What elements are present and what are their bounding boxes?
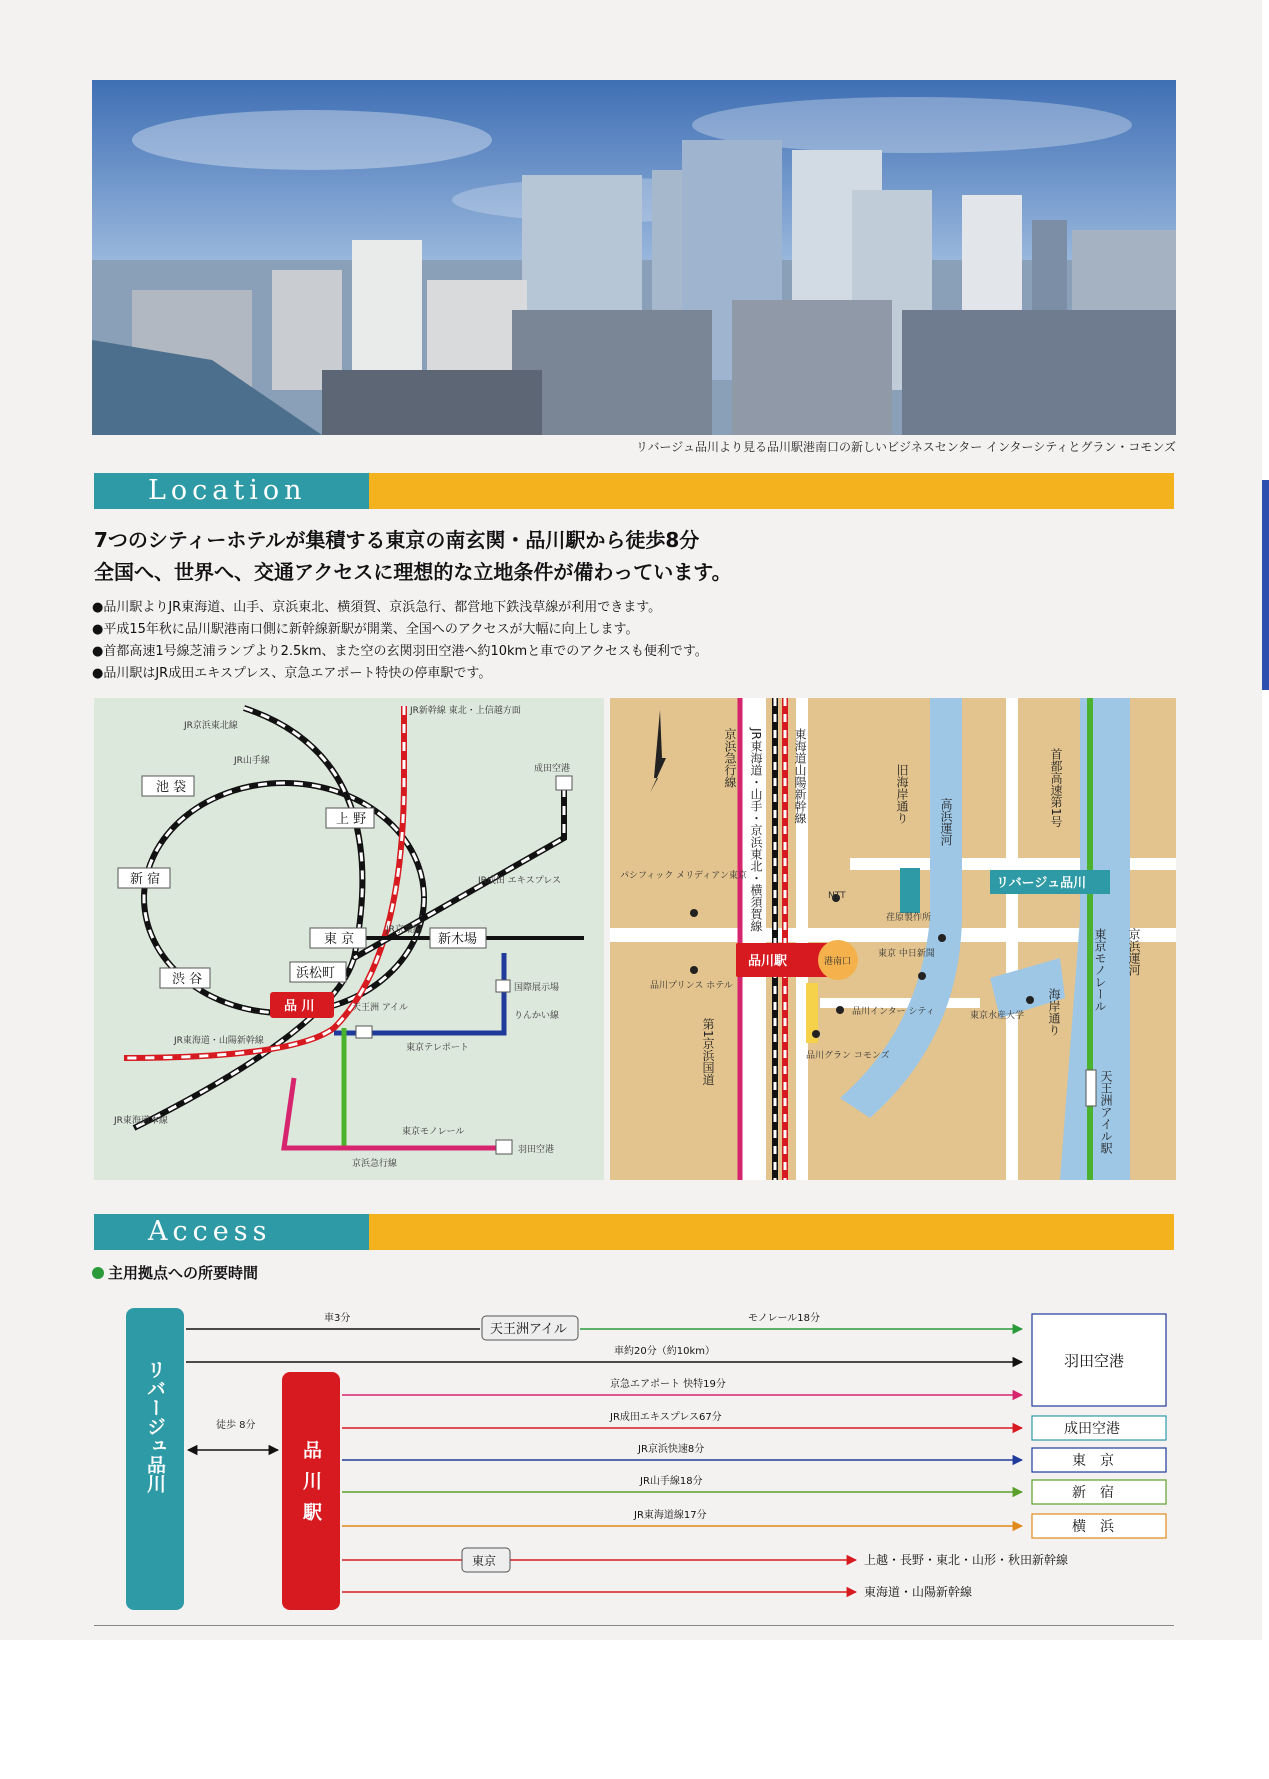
station-shinagawa: 品 川 xyxy=(284,999,315,1014)
route-keikyu: 京急エアポート 快特19分 xyxy=(610,1379,726,1390)
location-heading: Location xyxy=(148,475,307,506)
area-shuto: 首都高速第1号 xyxy=(1049,748,1063,828)
skyline-photo xyxy=(92,80,1176,435)
location-lead-2: 全国へ、世界へ、交通アクセスに理想的な立地条件が備わっています。 xyxy=(94,560,732,584)
line-keiyo: JR京葉線 xyxy=(386,925,422,935)
line-keikyu: 京浜急行線 xyxy=(352,1159,398,1169)
line-tokyo-teleport: 東京テレポート xyxy=(406,1043,469,1053)
area-ntt: NTT xyxy=(828,891,846,901)
area-riverge: リバージュ品川 xyxy=(996,876,1087,891)
line-keihin-tohoku: JR京浜東北線 xyxy=(184,721,238,731)
page-edge-tab xyxy=(1262,480,1269,690)
route-map xyxy=(94,698,604,1180)
station-narita: 成田空港 xyxy=(534,764,571,774)
area-takahama: 高浜運河 xyxy=(939,798,953,846)
area-tennozu: 天王洲アイル駅 xyxy=(1099,1070,1113,1154)
line-narita-express: JR成田 エキスプレス xyxy=(478,876,561,886)
dest-narita: 成田空港 xyxy=(1064,1421,1120,1437)
dest-joetsu: 上越・長野・東北・山形・秋田新幹線 xyxy=(864,1553,1069,1567)
location-lead-1: 7つのシティーホテルが集積する東京の南玄関・品川駅から徒歩8分 xyxy=(94,528,700,552)
access-hotel: リバージュ品川 xyxy=(144,1360,166,1493)
area-shinkansen: 東海道山陽新幹線 xyxy=(793,728,807,824)
area-konan-exit: 港南口 xyxy=(824,957,852,967)
area-intercity: 品川インター シティ xyxy=(852,1007,935,1017)
access-diagram xyxy=(94,1300,1174,1620)
location-bullet: ●首都高速1号線芝浦ランプより2.5km、また空の玄関羽田空港へ約10kmと車でのアクセスも便利です。 xyxy=(92,644,708,659)
route-via-tokyo: 東京 xyxy=(472,1554,497,1568)
route-tokaido: JR東海道線17分 xyxy=(634,1510,707,1521)
access-walk-text: 徒歩 8分 xyxy=(216,1420,256,1431)
access-walk xyxy=(216,1418,256,1431)
area-chunichi: 東京 中日新聞 xyxy=(878,949,935,959)
station-hamamatsucho: 浜松町 xyxy=(296,966,336,981)
access-subheading-text: 主用拠点への所要時間 xyxy=(108,1264,259,1282)
photo-caption: リバージュ品川より見る品川駅港南口の新しいビジネスセンター インターシティとグラン・コモンズ xyxy=(635,440,1176,454)
area-daiichi: 第1京浜国道 xyxy=(701,1018,715,1086)
station-ueno: 上 野 xyxy=(336,812,367,827)
line-tokaido: JR東海道本線 xyxy=(114,1116,168,1126)
access-station: 品川駅 xyxy=(300,1440,322,1533)
area-ebara: 荏原製作所 xyxy=(886,913,932,923)
area-suisan: 東京水産大学 xyxy=(970,1011,1025,1021)
location-bullet: ●品川駅はJR成田エキスプレス、京急エアポート特快の停車駅です。 xyxy=(92,666,492,681)
area-keikyu: 京浜急行線 xyxy=(723,728,737,788)
green-dot-icon xyxy=(92,1267,104,1279)
station-shinjuku: 新 宿 xyxy=(130,872,161,887)
dest-tokyo: 東 京 xyxy=(1072,1453,1114,1469)
route-via-tennozu: 天王洲アイル xyxy=(490,1322,567,1337)
line-shinkansen: JR新幹線 東北・上信越方面 xyxy=(410,706,521,716)
area-old-kaigan: 旧海岸通り xyxy=(895,764,909,824)
access-heading: Access xyxy=(148,1216,272,1247)
location-header xyxy=(94,473,1174,509)
dest-shinjuku: 新 宿 xyxy=(1072,1485,1114,1501)
line-yamanote: JR山手線 xyxy=(234,756,270,766)
route-car-3: 車3分 xyxy=(324,1313,351,1324)
station-shinkiba: 新木場 xyxy=(438,932,478,947)
area-keihin-canal: 京浜運河 xyxy=(1127,928,1141,976)
area-monorail: 東京モノレール xyxy=(1093,928,1107,1012)
station-tennozu: 天王洲 アイル xyxy=(352,1003,409,1013)
bottom-divider xyxy=(94,1625,1174,1626)
line-rinkai: りんかい線 xyxy=(514,1011,560,1021)
access-header xyxy=(94,1214,1174,1250)
dest-haneda: 羽田空港 xyxy=(1064,1352,1125,1370)
location-bullet: ●平成15年秋に品川駅港南口側に新幹線新駅が開業、全国へのアクセスが大幅に向上します。 xyxy=(92,622,639,637)
route-keihin: JR京浜快速8分 xyxy=(638,1444,705,1455)
station-haneda: 羽田空港 xyxy=(518,1145,555,1155)
route-yamanote: JR山手線18分 xyxy=(640,1476,703,1487)
dest-yokohama: 横 浜 xyxy=(1072,1519,1114,1535)
area-jr-lines: JR東海道・山手・京浜東北・横須賀線 xyxy=(749,728,763,932)
line-monorail: 東京モノレール xyxy=(402,1127,465,1137)
station-tokyo: 東 京 xyxy=(324,932,355,947)
area-prince: 品川プリンス ホテル xyxy=(650,981,733,991)
access-subheading xyxy=(92,1262,258,1283)
route-car-20: 車約20分（約10km） xyxy=(614,1346,715,1357)
route-narita-express: JR成田エキスプレス67分 xyxy=(610,1412,722,1423)
station-ikebukuro: 池 袋 xyxy=(156,780,187,795)
route-monorail-18: モノレール18分 xyxy=(748,1313,821,1324)
area-map xyxy=(610,698,1176,1180)
area-shinagawa-station: 品川駅 xyxy=(748,954,788,969)
station-kokusai: 国際展示場 xyxy=(514,983,560,993)
line-tokaido-sanyo: JR東海道・山陽新幹線 xyxy=(174,1036,264,1046)
area-pacific: パシフィック メリディアン東京 xyxy=(620,871,747,881)
station-shibuya: 渋 谷 xyxy=(172,972,203,987)
area-kaigan: 海岸通り xyxy=(1047,988,1061,1036)
dest-tokaido-shinkansen: 東海道・山陽新幹線 xyxy=(864,1585,973,1599)
area-grand-commons: 品川グラン コモンズ xyxy=(806,1051,890,1061)
location-bullet: ●品川駅よりJR東海道、山手、京浜東北、横須賀、京浜急行、都営地下鉄浅草線が利用できます。 xyxy=(92,600,662,615)
